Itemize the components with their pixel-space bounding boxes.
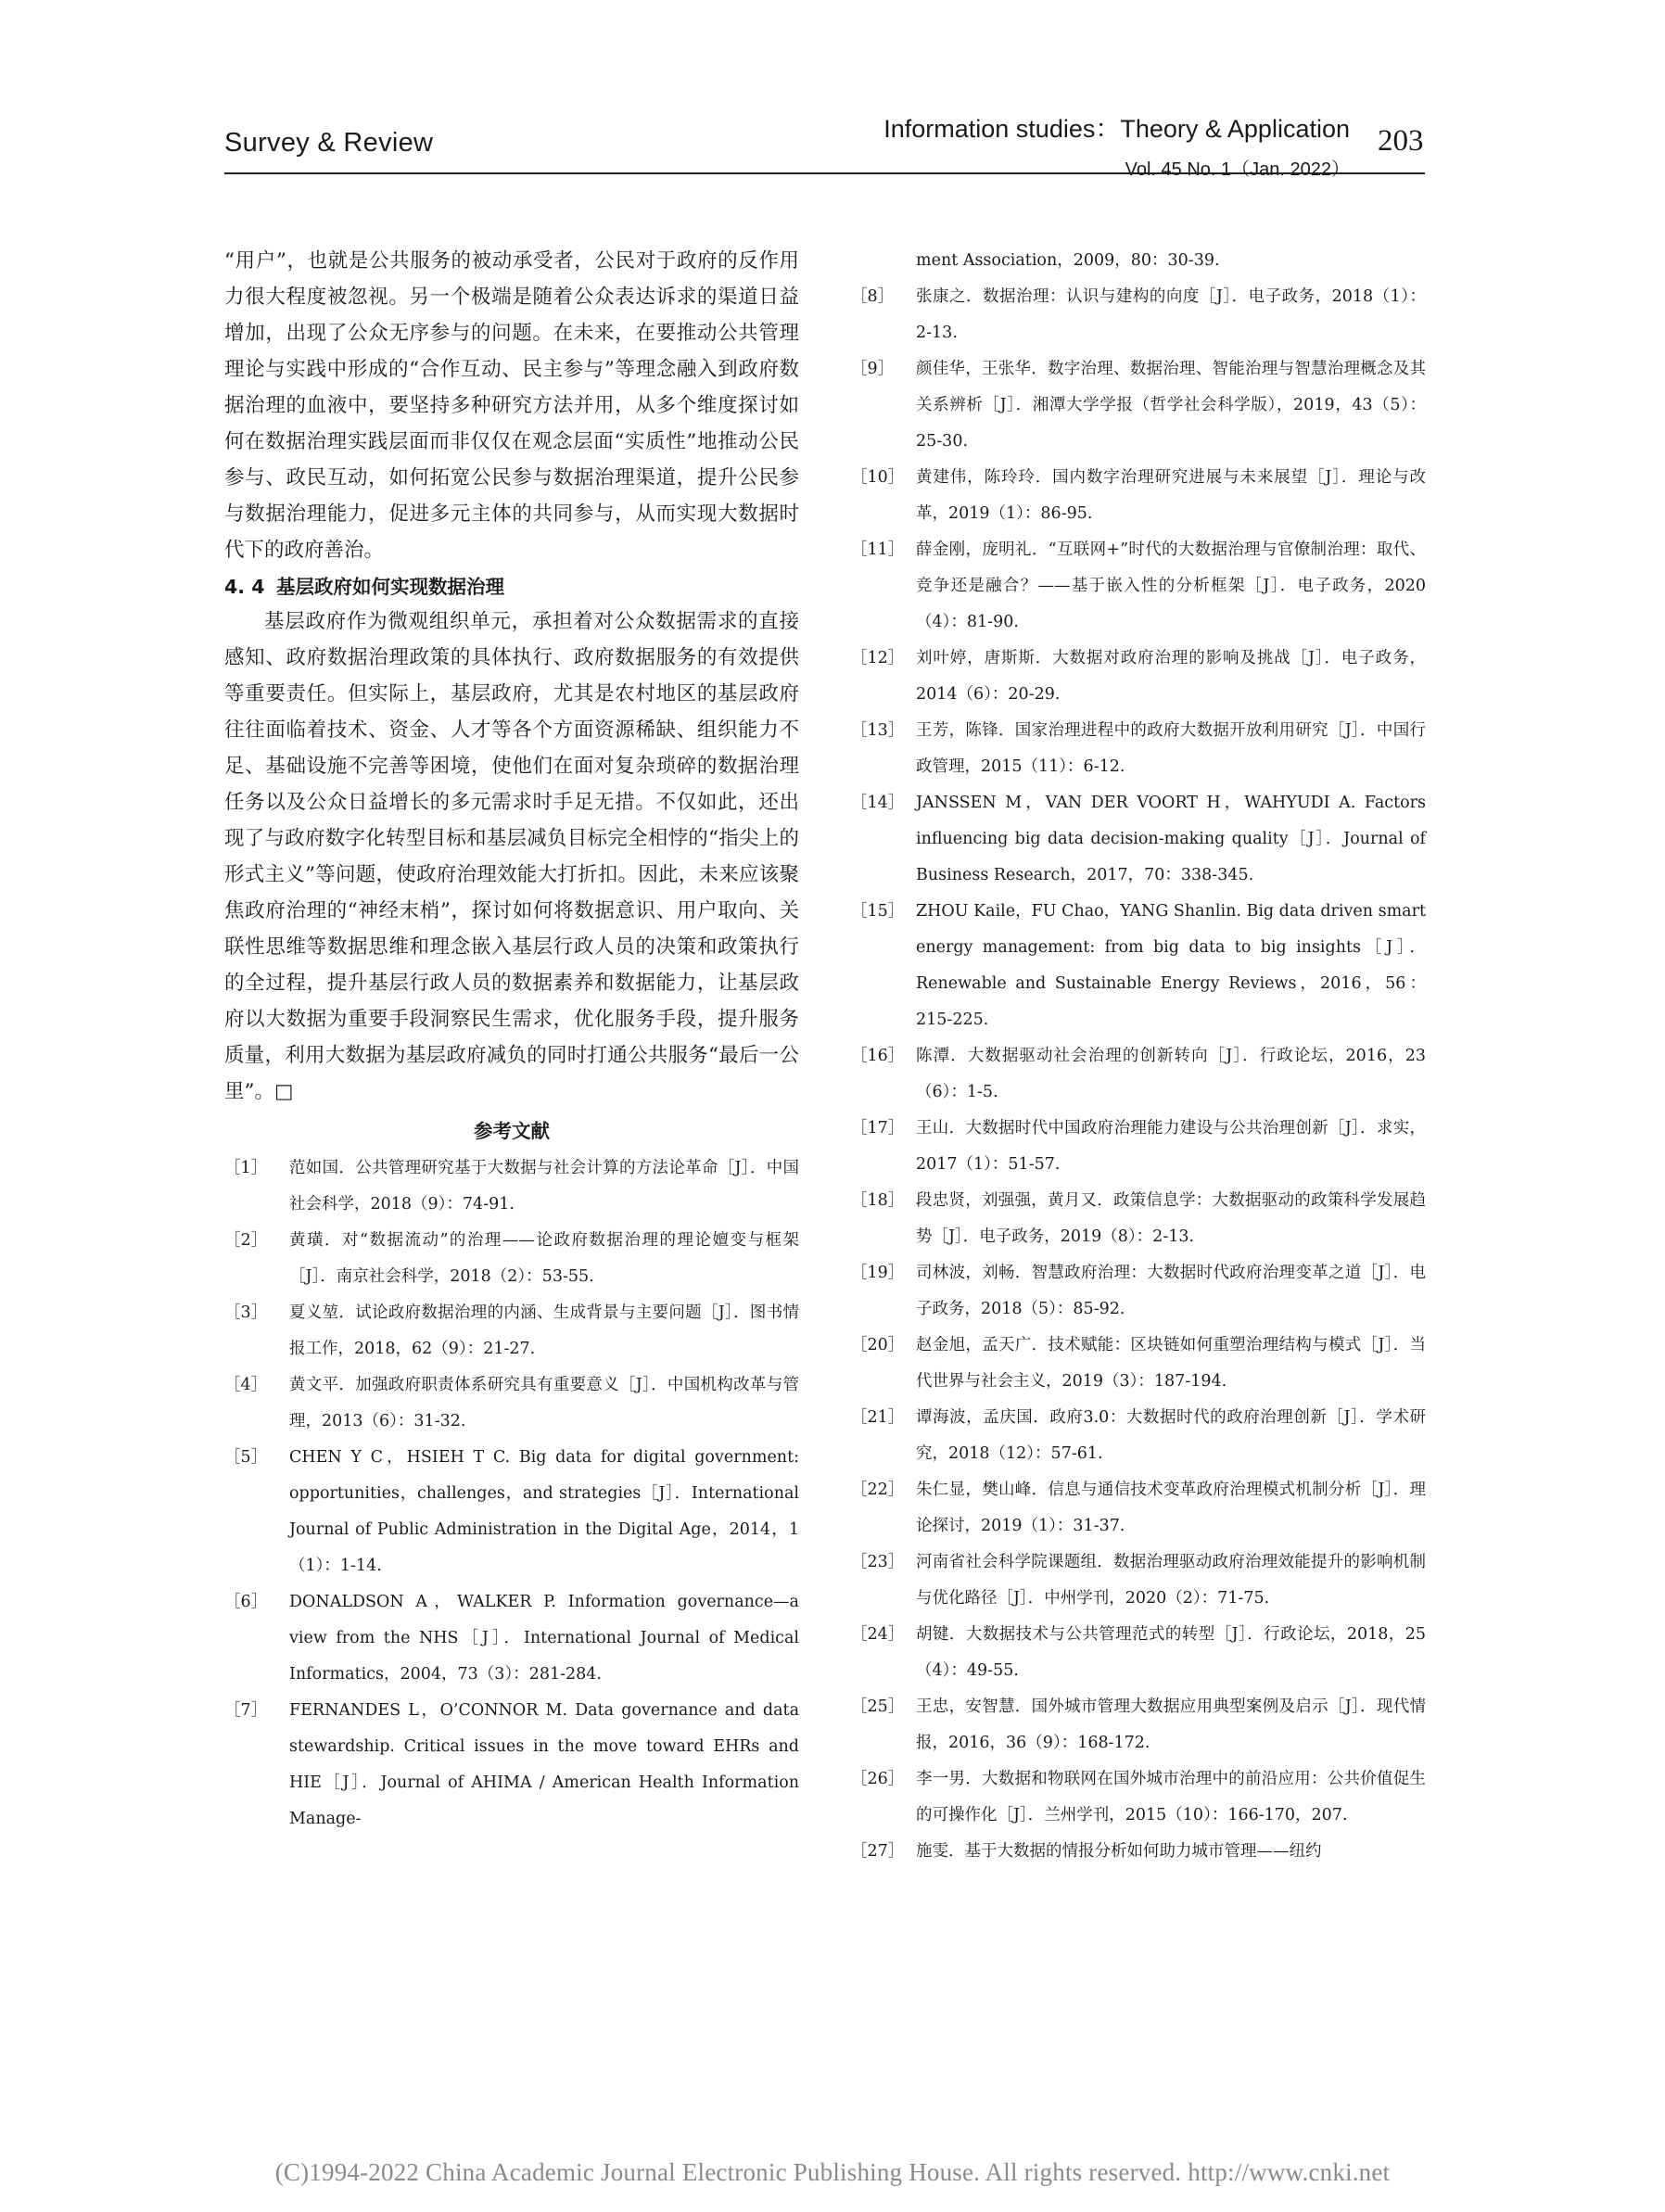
- reference-number: ［17］: [851, 1119, 905, 1138]
- reference-text: 河南省社会科学院课题组．数据治理驱动政府治理效能提升的影响机制与优化路径［J］．中州学刊，2020（2）：71-75.: [916, 1553, 1426, 1608]
- reference-number: ［22］: [851, 1481, 905, 1499]
- reference-text: 颜佳华，王张华．数字治理、数据治理、智能治理与智慧治理概念及其关系辨析［J］．湘潭大学学报（哲学社会科学版），2019，43（5）：25-30.: [916, 360, 1426, 451]
- copyright-footer: (C)1994-2022 China Academic Journal Electronic Publishing House. All rights reserved. http://www.cnki.net: [274, 2158, 1391, 2186]
- reference-text: 司林波，刘畅．智慧政府治理：大数据时代政府治理变革之道［J］．电子政务，2018（5）：85-92.: [916, 1264, 1426, 1318]
- reference-text: FERNANDES L，O’CONNOR M. Data governance and data stewardship. Critical issues in the move toward EHRs and HIE［J］．Journal of AHIMA / American Health Information Manage-: [289, 1701, 799, 1828]
- reference-text: 薛金刚，庞明礼．“互联网+”时代的大数据治理与官僚制治理：取代、竞争还是融合？——基于嵌入性的分析框架［J］．电子政务，2020（4）：81-90.: [916, 540, 1426, 631]
- reference-number: ［1］: [224, 1159, 268, 1177]
- reference-continuation: ment Association，2009，80：30-39.: [916, 251, 1220, 270]
- reference-text: JANSSEN M，VAN DER VOORT H，WAHYUDI A. Factors influencing big data decision-making quality［J］．Journal of Business Research，2017，70：338-345.: [916, 794, 1426, 884]
- reference-text: 黄文平．加强政府职责体系研究具有重要意义［J］．中国机构改革与管理，2013（6）：31-32.: [289, 1376, 799, 1430]
- reference-text: 施雯．基于大数据的情报分析如何助力城市管理——纽约: [916, 1842, 1322, 1861]
- reference-item: [851, 894, 1426, 1038]
- reference-item: [851, 1617, 1426, 1689]
- reference-text: 李一男．大数据和物联网在国外城市治理中的前沿应用：公共价值促生的可操作化［J］．兰州学刊，2015（10）：166-170，207.: [916, 1770, 1426, 1824]
- reference-item: [851, 641, 1426, 713]
- reference-number: ［12］: [851, 649, 905, 667]
- reference-item: [851, 1111, 1426, 1183]
- header-rule: [224, 172, 1425, 174]
- reference-item: [224, 1295, 799, 1367]
- reference-item: [851, 1472, 1426, 1545]
- reference-number: ［5］: [224, 1448, 268, 1467]
- reference-number: ［26］: [851, 1770, 905, 1788]
- page-number: 203: [1378, 124, 1424, 158]
- reference-item: [851, 460, 1426, 532]
- journal-name: Information studies：Theory & Application: [883, 115, 1350, 143]
- reference-number: ［4］: [224, 1376, 268, 1394]
- body-paragraph: 基层政府作为微观组织单元，承担着对公众数据需求的直接感知、政府数据治理政策的具体执行、政府数据服务的有效提供等重要责任。但实际上，基层政府，尤其是农村地区的基层政府往往面临着技术、资金、人才等各个方面资源稀缺、组织能力不足、基础设施不完善等困境，使他们在面对复杂琐碎的数据治理任务以及公众日益增长的多元需求时手足无措。不仅如此，还出现了与政府数字化转型目标和基层减负目标完全相悖的“指尖上的形式主义”等问题，使政府治理效能大打折扣。因此，未来应该聚焦政府治理的“神经末梢”，探讨如何将数据意识、用户取向、关联性思维等数据思维和理念嵌入基层行政人员的决策和政策执行的全过程，提升基层行政人员的数据素养和数据能力，让基层政府以大数据为重要手段洞察民生需求，优化服务手段，提升服务质量，利用大数据为基层政府减负的同时打通公共服务“最后一公里”。□: [224, 610, 799, 1103]
- reference-item: [851, 1255, 1426, 1328]
- reference-text: 谭海波，孟庆国．政府3.0：大数据时代的政府治理创新［J］．学术研究，2018（12）：57-61.: [916, 1408, 1426, 1463]
- reference-number: ［14］: [851, 794, 905, 812]
- reference-item: [851, 532, 1426, 641]
- reference-number: ［13］: [851, 721, 905, 740]
- references-title: 参考文献: [474, 1120, 550, 1142]
- reference-text: 范如国．公共管理研究基于大数据与社会计算的方法论革命［J］．中国社会科学，2018（9）：74-91.: [289, 1159, 799, 1214]
- reference-item: [224, 1150, 799, 1223]
- reference-item: [851, 713, 1426, 785]
- reference-item: [224, 1440, 799, 1584]
- reference-number: ［3］: [224, 1303, 268, 1322]
- reference-number: ［8］: [851, 287, 895, 306]
- reference-text: 王忠，安智慧．国外城市管理大数据应用典型案例及启示［J］．现代情报，2016，36（9）：168-172.: [916, 1697, 1426, 1752]
- reference-text: 黄璜．对“数据流动”的治理——论政府数据治理的理论嬗变与框架［J］．南京社会科学，2018（2）：53-55.: [289, 1231, 799, 1286]
- reference-text: DONALDSON A，WALKER P. Information governance—a view from the NHS［J］．International Journal of Medical Informatics，2004，73（3）：281-284.: [289, 1593, 799, 1684]
- reference-number: ［6］: [224, 1593, 268, 1611]
- reference-text: 陈潭．大数据驱动社会治理的创新转向［J］．行政论坛，2016，23（6）：1-5.: [916, 1047, 1426, 1101]
- reference-item: [851, 785, 1426, 894]
- reference-item: [851, 1400, 1426, 1472]
- reference-number: ［19］: [851, 1264, 905, 1282]
- reference-item: [851, 1183, 1426, 1255]
- body-paragraph: “用户”，也就是公共服务的被动承受者，公民对于政府的反作用力很大程度被忽视。另一个极端是随着公众表达诉求的渠道日益增加，出现了公众无序参与的问题。在未来，在要推动公共管理理论与实践中形成的“合作互动、民主参与”等理念融入到政府数据治理的血液中，要坚持多种研究方法并用，从多个维度探讨如何在数据治理实践层面而非仅仅在观念层面“实质性”地推动公民参与、政民互动，如何拓宽公民参与数据治理渠道，提升公民参与数据治理能力，促进多元主体的共同参与，从而实现大数据时代下的政府善治。: [224, 249, 799, 562]
- reference-number: ［15］: [851, 902, 905, 921]
- reference-text: 王山．大数据时代中国政府治理能力建设与公共治理创新［J］．求实，2017（1）：51-57.: [916, 1119, 1426, 1174]
- reference-number: ［9］: [851, 360, 895, 378]
- reference-item: [851, 1689, 1426, 1761]
- section-title: 基层政府如何实现数据治理: [276, 576, 504, 598]
- running-header-journal: [883, 108, 1350, 181]
- reference-number: ［16］: [851, 1047, 905, 1065]
- reference-item: [851, 1761, 1426, 1834]
- reference-item: [851, 1834, 1426, 1870]
- reference-text: 张康之．数据治理：认识与建构的向度［J］．电子政务，2018（1）：2-13.: [916, 287, 1426, 342]
- reference-text: 夏义堃．试论政府数据治理的内涵、生成背景与主要问题［J］．图书情报工作，2018，62（9）：21-27.: [289, 1303, 799, 1358]
- reference-item: [224, 1584, 799, 1693]
- section-heading: [224, 575, 799, 599]
- reference-text: CHEN Y C，HSIEH T C. Big data for digital government: opportunities，challenges，and strategies［J］．International Journal of Public Administration in the Digital Age，2014，1（1）：1-14.: [289, 1448, 799, 1575]
- reference-item: [224, 1223, 799, 1295]
- reference-number: ［11］: [851, 540, 905, 559]
- reference-number: ［2］: [224, 1231, 268, 1250]
- reference-text: 黄建伟，陈玲玲．国内数字治理研究进展与未来展望［J］．理论与改革，2019（1）：86-95.: [916, 468, 1426, 523]
- reference-number: ［20］: [851, 1336, 905, 1354]
- right-column: [851, 243, 1426, 1870]
- reference-item: [851, 1328, 1426, 1400]
- reference-text: 段忠贤，刘强强，黄月又．政策信息学：大数据驱动的政策科学发展趋势［J］．电子政务，2019（8）：2-13.: [916, 1191, 1426, 1246]
- reference-item: [851, 1038, 1426, 1111]
- reference-item: [224, 1693, 799, 1837]
- reference-text: 刘叶婷，唐斯斯．大数据对政府治理的影响及挑战［J］．电子政务，2014（6）：20-29.: [916, 649, 1426, 704]
- reference-number: ［24］: [851, 1625, 905, 1644]
- reference-number: ［23］: [851, 1553, 905, 1571]
- reference-item: [851, 351, 1426, 460]
- reference-item: [224, 1367, 799, 1440]
- reference-text: 胡键．大数据技术与公共管理范式的转型［J］．行政论坛，2018，25（4）：49-55.: [916, 1625, 1426, 1680]
- reference-number: ［25］: [851, 1697, 905, 1716]
- left-column: [224, 243, 799, 1837]
- section-number: 4. 4: [224, 576, 265, 598]
- reference-number: ［27］: [851, 1842, 905, 1861]
- reference-text: ZHOU Kaile，FU Chao，YANG Shanlin. Big data driven smart energy management: from big data to big insights［J］．Renewable and Sustainable Energy Reviews，2016，56：215-225.: [916, 902, 1426, 1029]
- running-header-left: Survey & Review: [224, 128, 434, 158]
- reference-text: 朱仁显，樊山峰．信息与通信技术变革政府治理模式机制分析［J］．理论探讨，2019（1）：31-37.: [916, 1481, 1426, 1535]
- reference-number: ［18］: [851, 1191, 905, 1210]
- reference-number: ［21］: [851, 1408, 905, 1427]
- reference-number: ［10］: [851, 468, 905, 487]
- reference-number: ［7］: [224, 1701, 268, 1720]
- reference-text: 王芳，陈锋．国家治理进程中的政府大数据开放利用研究［J］．中国行政管理，2015（11）：6-12.: [916, 721, 1426, 776]
- reference-item: [851, 279, 1426, 351]
- reference-item: [851, 1545, 1426, 1617]
- reference-text: 赵金旭，孟天广．技术赋能：区块链如何重塑治理结构与模式［J］．当代世界与社会主义，2019（3）：187-194.: [916, 1336, 1426, 1391]
- journal-volume: Vol. 45 No. 1（Jan. 2022）: [1125, 159, 1350, 180]
